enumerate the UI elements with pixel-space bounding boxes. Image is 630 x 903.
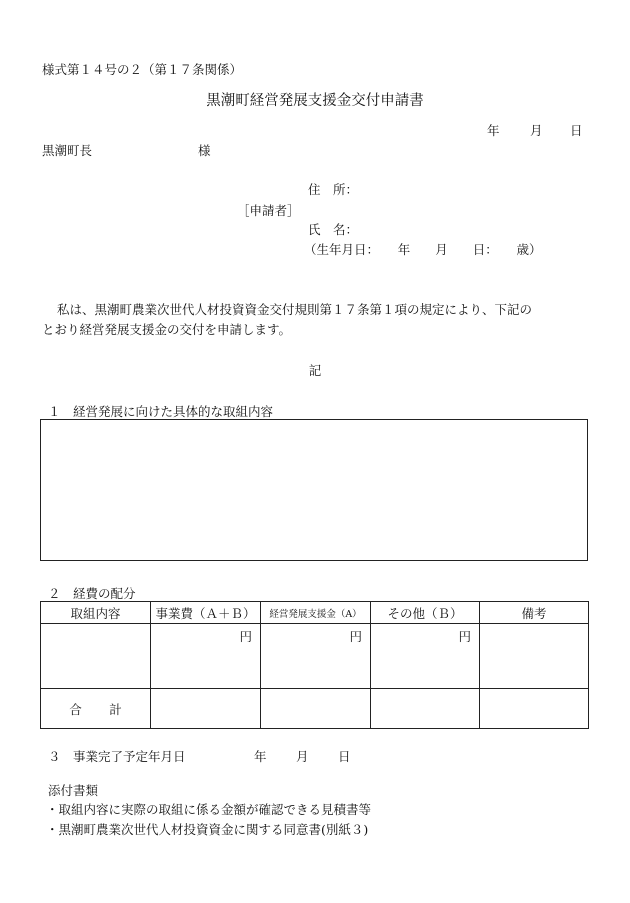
cell-other[interactable] [371, 624, 480, 689]
body-text-line1: 私は、黒潮町農業次世代人材投資資金交付規則第１７条第１項の規定により、下記の [57, 302, 533, 317]
attachment-item: ・黒潮町農業次世代人材投資資金に関する同意書(別紙３) [46, 822, 369, 837]
date-month: 月 [530, 123, 543, 138]
section2-heading: ２ 経費の配分 [48, 586, 136, 601]
cell-total-support-fund[interactable] [261, 689, 371, 729]
col-header-other: その他（Ｂ） [371, 602, 480, 624]
completion-day: 日 [338, 749, 351, 764]
table-header-row [41, 602, 589, 624]
table-total-row [41, 689, 589, 729]
col-header-activity: 取組内容 [41, 602, 151, 624]
body-text-line2: とおり経営発展支援金の交付を申請します。 [42, 322, 292, 337]
completion-month: 月 [296, 749, 309, 764]
date-day: 日 [570, 123, 583, 138]
col-header-remarks: 備考 [480, 602, 589, 624]
cell-total-other[interactable] [371, 689, 480, 729]
attachments-heading: 添付書類 [48, 783, 99, 798]
ki-marker: 記 [308, 363, 322, 378]
col-header-support-fund: 経営発展支援金（A） [261, 602, 371, 624]
applicant-tag: ［申請者］ [237, 203, 300, 218]
applicant-name-label: 氏 名： [308, 222, 359, 237]
completion-year: 年 [254, 749, 267, 764]
cell-support-fund[interactable] [261, 624, 371, 689]
cell-project-cost[interactable] [151, 624, 261, 689]
document-title: 黒潮町経営発展支援金交付申請書 [206, 93, 424, 109]
unit-yen: 円 [458, 629, 471, 644]
cell-total-remarks[interactable] [480, 689, 589, 729]
cell-total-project-cost[interactable] [151, 689, 261, 729]
total-label: 合計 [41, 689, 151, 729]
section1-heading: １ 経営発展に向けた具体的な取組内容 [48, 404, 274, 419]
cell-activity[interactable] [41, 624, 151, 689]
col-header-project-cost: 事業費（Ａ＋Ｂ） [151, 602, 261, 624]
table-row [41, 624, 589, 689]
form-number: 様式第１４号の２（第１７条関係） [42, 62, 243, 77]
date-year: 年 [487, 123, 500, 138]
expense-table [40, 601, 589, 729]
section1-content-box[interactable] [40, 419, 588, 561]
unit-yen: 円 [349, 629, 362, 644]
section3-heading: ３ 事業完了予定年月日 [48, 749, 186, 764]
unit-yen: 円 [239, 629, 252, 644]
attachment-item: ・取組内容に実際の取組に係る金額が確認できる見積書等 [46, 802, 372, 817]
applicant-birth-line: （生年月日： 年 月 日： 歳） [304, 242, 542, 257]
cell-remarks[interactable] [480, 624, 589, 689]
addressee-honorific: 様 [198, 143, 211, 158]
applicant-address-label: 住 所： [308, 182, 359, 197]
addressee-name: 黒潮町長 [42, 143, 93, 158]
